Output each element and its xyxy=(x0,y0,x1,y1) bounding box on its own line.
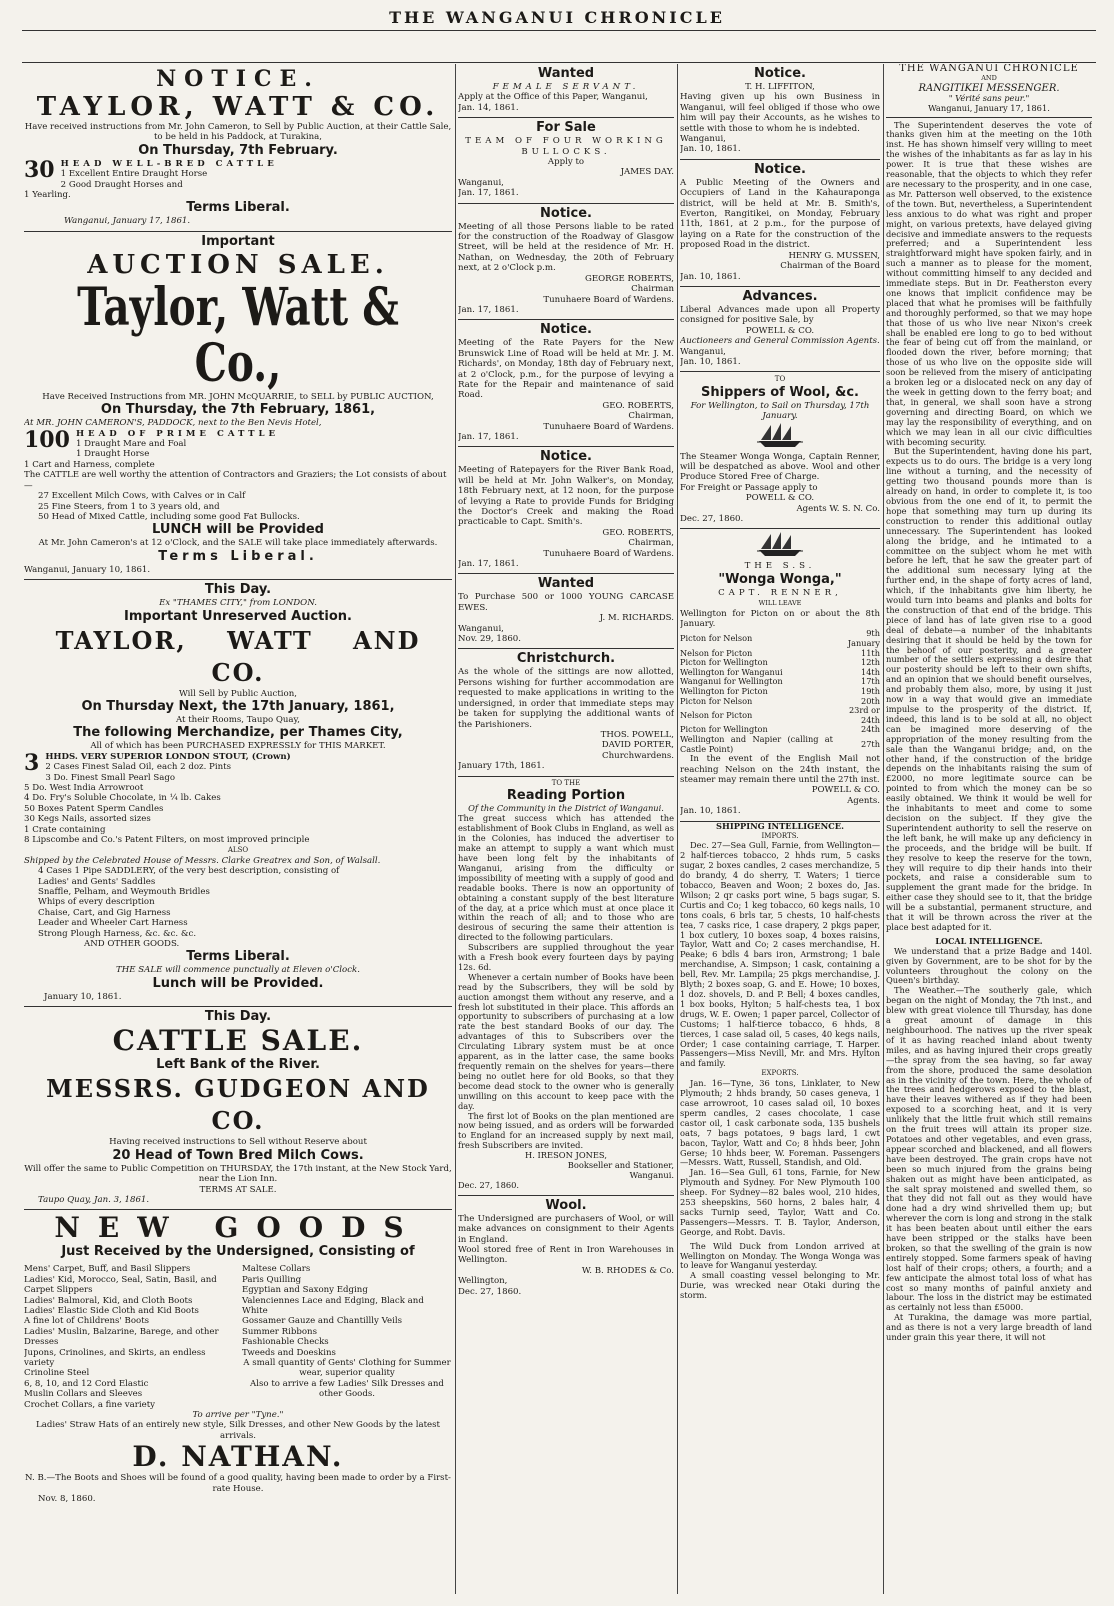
sailing-date: 20th xyxy=(861,695,880,706)
date-line: Wanganui, January 17, 1861. xyxy=(64,216,191,227)
paragraph: The first lot of Books on the plan mentioned are now being issued, and as orders will be forwarded to England for an increased supply by next mail, fresh Subscribers are invited. xyxy=(458,1110,674,1151)
item: 1 Cart and Harness, complete xyxy=(24,459,155,470)
arrive-note: To arrive per "Tyne." xyxy=(192,1410,284,1420)
signature: H. IRESON JONES, xyxy=(525,1150,607,1161)
route: Picton for Nelson xyxy=(680,633,753,644)
item: Ladies' Balmoral, Kid, and Cloth Boots xyxy=(24,1295,193,1306)
sale-intro: Having received instructions to Sell without Reserve about xyxy=(109,1137,367,1148)
role: Chairman, xyxy=(628,538,674,549)
wonga-wonga-schedule xyxy=(680,529,880,821)
date-line: Dec. 27, 1860. xyxy=(458,1286,522,1297)
date-line: Jan. 10, 1861. xyxy=(680,356,741,367)
signature: GEO. ROBERTS, xyxy=(602,527,674,538)
wool-notice xyxy=(458,1196,674,1301)
signature: POWELL & CO. xyxy=(811,785,880,796)
route: Nelson for Picton xyxy=(680,709,753,720)
bank-line: Left Bank of the River. xyxy=(156,1057,320,1073)
notice-kahauraponga xyxy=(680,160,880,287)
column-2 xyxy=(458,64,674,1594)
place-line: Wanganui, xyxy=(680,134,726,145)
local-intelligence-heading: LOCAL INTELLIGENCE. xyxy=(935,935,1043,946)
item: Jupons, Crinolines, and Skirts, an endless variety xyxy=(24,1347,206,1368)
new-goods-sub: Just Received by the Undersigned, Consisting of xyxy=(61,1244,415,1260)
item: Maltese Collars xyxy=(242,1264,311,1275)
lot: 27 Excellent Milch Cows, with Calves or in Calf xyxy=(38,491,246,502)
role: Auctioneers and General Commission Agents. xyxy=(680,336,880,347)
notice-heading: NOTICE. xyxy=(156,66,320,92)
sailing-date: 17th xyxy=(861,676,880,687)
date-line: January 10, 1861. xyxy=(44,991,122,1002)
board: Tunuhaere Board of Wardens. xyxy=(543,421,674,432)
editorial-sub: RANGITIKEI MESSENGER. xyxy=(918,82,1060,94)
apply-label: Apply to xyxy=(547,157,585,168)
notice-intro: Have received instructions from Mr. John Cameron, to Sell by Public Auction, at their Cattle Sale, to be held in his Paddock, at Turakina, xyxy=(24,122,452,143)
terms: Terms Liberal. xyxy=(186,949,290,965)
signature: GEO. ROBERTS, xyxy=(602,400,674,411)
masthead-rule-top xyxy=(22,30,1096,31)
christchurch-heading: Christchurch. xyxy=(516,651,616,667)
sailing-date: 19th xyxy=(861,686,880,696)
cattle-head: HEAD WELL-BRED CATTLE xyxy=(60,158,278,169)
sailing-date: 27th xyxy=(861,738,880,749)
notice-heading: Notice. xyxy=(540,205,592,221)
paragraph: Whenever a certain number of Books have been read by the Subscribers, they will be sold by auction amongst them without any reserve, and a fresh lot substituted in their place. This affords an opportunity to subscribers of purchasing at a low rate the best standard Books of our day. The advantages of this to Subscribers over the Circulating Library system must be at once apparent, as in the latter case, the same books frequently remain on the shelves for years—there being no outlet here for old Books, so that they become dead stock to the owner who is generally unwilling on this account to keep pace with the day. xyxy=(458,971,674,1111)
lot: 25 Fine Steers, from 1 to 3 years old, and xyxy=(38,501,220,512)
date-line: Jan. 14, 1861. xyxy=(458,102,519,113)
ad-text: Meeting of all those Persons liable to be rated for the construction of the Roadway of Glasgow Street, will be held at the residence of Mr. H. Nathan, on Wednesday, the 20th of February next, at 2 o'Clock p.m. xyxy=(458,221,674,274)
to-label: TO xyxy=(774,375,786,384)
auction-sub: Important Unreserved Auction. xyxy=(124,608,352,624)
firm-name-large: Taylor, Watt & Co., xyxy=(77,276,399,394)
reading-sub: Of the Community in the District of Wanganui. xyxy=(468,803,664,814)
notice-heading: Notice. xyxy=(540,322,592,338)
straw-hats: Ladies' Straw Hats of an entirely new style, Silk Dresses, and other New Goods by the latest arrivals. xyxy=(36,1420,440,1441)
motto: " Vérité sans peur." xyxy=(948,92,1030,103)
route: Wellington and Napier (calling at Castle Point) xyxy=(680,733,833,754)
place-line: Wellington, xyxy=(458,1276,508,1287)
date-line: January 17th, 1861. xyxy=(458,761,545,772)
signature: DAVID PORTER, xyxy=(601,740,674,751)
wanted-title: FEMALE SERVANT. xyxy=(492,82,640,92)
signature: W. B. RHODES & Co. xyxy=(581,1265,674,1276)
paragraph: The Superintendent deserves the vote of thanks given him at the meeting on the 10th inst. He has shown himself very willing to meet the wishes of the inhabitants as far as lay in his power. It is true that these wishes are reasonable, that the objects to which they refer are necessary to the prosperity, and in one case, as Mr. Patterson well observed, to the existence of the town. But, nevertheless, a Superintendent less anxious to do what was right and proper might, on various pretexts, have delayed giving decisive and immediate answers to the requests preferred; and a Superintendent less straightforward might have spoken fairly, and in such a manner as to please for the moment, without committing himself to any decided and immediate steps. But in Dr. Featherston every one knows that implicit confidence may be placed that what he promises will be faithfully and thoroughly performed, so that we may hope that those of us who live near Nixon's creek shall be enabled ere long to go to bed without the fear of being cut off from the mainland, or flooded down the river, before morning; that those of us who live on the opposite side will soon be relieved from the misery of anticipating a broken leg or a dislocated neck on any day of the week in getting down to the ferry boat; and that, in general, we shall soon have a strong governing and directing Board, on which we may lay the responsibility of everything, and on which we may lean in all our civic difficulties with becoming security. xyxy=(886,119,1092,447)
date-line: Dec. 27, 1860. xyxy=(680,514,744,524)
signature: HENRY G. MUSSEN, xyxy=(788,250,880,261)
signature: THOS. POWELL, xyxy=(600,729,674,740)
terms: TERMS AT SALE. xyxy=(199,1184,277,1195)
important-label: Important xyxy=(201,233,275,249)
notice-heading: Notice. xyxy=(754,66,806,81)
paragraph: But the Superintendent, having done his part, expects us to do ours. The bridge is a very long line without a turning, and the necessity of getting two thousand pounds more than is already on hand, in order to complete it, is too obvious from the one end of it, to permit the hope that something may turn up during its construction to render this additional outlay unnecessary. The Superintendent has looked along the bridge, and he intimated to a committee on the subject whom he met with before he left, that he saw the greater part of the additional sum necessary lying at the further end, in the shape of forty acres of land, which, if the inhabitants give him liberty, he would turn into beams and planks and bolts for the construction of that end of the bridge. This piece of land has of late given rise to a good deal of debate—a number of the inhabitants desiring that it should be held by the town for the behoof of our posterity, and a greater number of the settlers expressing a desire that our posterity should be left to their own shifts, and an opinion that we should benefit ourselves, and probably them also, more, by using it just now in a way that would give an immediate impulse to the prosperity of the district. If, indeed, this land is to be sold at all, no object can be imagined more deserving of the appropriation of the money resulting from the sale than the Wanganui bridge; and, on the other hand, if the construction of the bridge depends on the inhabitants raising the sum of £2000, no more legitimate source can be pointed to from which the money can be so easily obtained. We think it would be well for the inhabitants to meet and come to some decision on the subject. If they give the Superintendent authority to sell the reserve on the left bank, he will make up any deficiency in the proceeds, and the bridge will be built. If they resolve to keep the reserve for the town, they will require to dip their hands into their pockets, and raise a considerable sum to supplement the grant made for the bridge. In either case they should see to it, that the bridge will be a substantial, permanent structure, and that it will be thrown across the river at the place best adapted for it. xyxy=(886,446,1092,932)
date-line: Jan. 10, 1861. xyxy=(680,144,741,155)
sale-place: At MR. JOHN CAMERON'S, PADDOCK, next to the Ben Nevis Hotel, xyxy=(24,418,322,429)
signature: J. M. RICHARDS. xyxy=(599,613,674,624)
item: Gossamer Gauze and Chantillly Veils xyxy=(242,1316,403,1327)
ad-text: Apply at the Office of this Paper, Wanganui, xyxy=(458,92,648,103)
terms: Terms Liberal. xyxy=(158,548,318,564)
column-rule xyxy=(677,64,678,1594)
this-day-auction xyxy=(24,580,452,1007)
saddlery: 4 Cases 1 Pipe SADDLERY, of the very best description, consisting of xyxy=(38,866,340,877)
sailing-date: 9th January xyxy=(847,628,880,649)
wanted-heading: Wanted xyxy=(537,66,595,81)
for-sale-bullocks xyxy=(458,118,674,203)
masthead: THE WANGANUI CHRONICLE xyxy=(389,8,725,27)
sailing-date: 11th xyxy=(861,647,880,658)
route: Picton for Nelson xyxy=(680,695,753,706)
item: 8 Lipscombe and Co.'s Patent Filters, on most improved principle xyxy=(24,835,310,845)
signature: POWELL & CO. xyxy=(745,325,815,336)
place-line: Wanganui. xyxy=(629,1169,674,1180)
will-sell: Will Sell by Public Auction, xyxy=(178,688,297,699)
reading-heading: Reading Portion xyxy=(506,788,626,804)
to-the: TO THE xyxy=(551,778,581,787)
item: Whips of every description xyxy=(38,897,155,908)
signature: POWELL & CO. xyxy=(745,493,815,504)
lunch-note: At Mr. John Cameron's at 12 o'Clock, and the SALE will take place immediately afterwards. xyxy=(38,538,438,549)
date-line: Taupo Quay, Jan. 3, 1861. xyxy=(38,1194,150,1205)
ad-text: Wool stored free of Rent in Iron Warehouses in Wellington. xyxy=(458,1245,674,1266)
item: Ladies' Muslin, Balzarine, Barege, and other Dresses xyxy=(24,1326,219,1348)
item: Crinoline Steel xyxy=(24,1368,90,1379)
item: Tweeds and Doeskins xyxy=(242,1347,336,1358)
signature: T. H. LIFFITON, xyxy=(745,82,815,92)
imports-label: IMPORTS. xyxy=(761,831,799,840)
shippers-heading: Shippers of Wool, &c. xyxy=(701,384,859,400)
item: Ladies' Kid, Morocco, Seal, Satin, Basil, and Carpet Slippers xyxy=(24,1274,217,1296)
paragraph: A small coasting vessel belonging to Mr. Durie, was wrecked near Otaki during the storm. xyxy=(680,1270,880,1301)
freight-line: For Freight or Passage apply to xyxy=(680,482,818,493)
sailing-date: 24th xyxy=(861,724,880,735)
board: Tunuhaere Board of Wardens. xyxy=(543,548,674,559)
sailing-date: 14th xyxy=(861,666,880,677)
item: Mens' Carpet, Buff, and Basil Slippers xyxy=(24,1264,191,1275)
this-day-heading: This Day. xyxy=(204,582,272,598)
item: 1 Draught Horse xyxy=(75,449,150,460)
cattle-sale-title: CATTLE SALE. xyxy=(112,1024,364,1058)
item: Fashionable Checks xyxy=(242,1337,329,1348)
item: 1 Excellent Entire Draught Horse xyxy=(60,169,208,180)
paragraph: Subscribers are supplied throughout the year with a Fresh book every fourteen days by paying 12s. 6d. xyxy=(458,942,674,972)
ss-label: THE S.S. xyxy=(744,561,816,572)
wool-heading: Wool. xyxy=(545,1197,587,1213)
column-1 xyxy=(24,64,452,1594)
other-goods: AND OTHER GOODS. xyxy=(84,939,180,950)
date-line: Nov. 8, 1860. xyxy=(38,1494,96,1505)
item: 6, 8, 10, and 12 Cord Elastic xyxy=(24,1378,149,1389)
place-line: Wanganui, xyxy=(680,346,726,357)
hhds-count: 3 xyxy=(24,751,40,776)
item: A small quantity of Gents' Clothing for Summer wear, superior quality xyxy=(243,1357,451,1379)
item: 5 Do. West India Arrowroot xyxy=(24,782,144,793)
item: Leader and Wheeler Cart Harness xyxy=(38,918,188,929)
and-label: AND xyxy=(981,73,997,82)
mail-note: In the event of the English Mail not reaching Nelson on the 24th instant, the steamer may remain there until the 27th inst. xyxy=(680,754,880,785)
item: 30 Kegs Nails, assorted sizes xyxy=(24,814,151,825)
wanted-ewes xyxy=(458,574,674,649)
board: Tunuhaere Board of Wardens. xyxy=(543,294,674,305)
item: 2 Good Draught Horses and xyxy=(60,179,183,190)
table-row xyxy=(680,735,880,754)
table-row xyxy=(680,629,880,648)
item: A fine lot of Childrens' Boots xyxy=(24,1316,150,1327)
lot: 50 Head of Mixed Cattle, including some good Fat Bullocks. xyxy=(38,511,300,522)
imports-text: Dec. 27—Sea Gull, Farnie, from Wellington—2 half-tierces tobacco, 2 hhds rum, 5 casks sugar, 2 boxes candles, 2 cases merchandize, 5 do brandy, 4 do sherry, T. Waters; 1 tierce tobacco, Beaven and Woon; 2 boxes do, Jas. Wilson; 2 qr casks port wine, 5 bags sugar, S. Curtis and Co; 1 keg tobacco, 60 kegs nails, 10 tons coals, 6 brls tar, 5 chests, 10 half-chests tea, 7 casks rice, 1 case drapery, 2 pkgs paper, 1 box cutlery, 10 boxes soap, 4 boxes raisins, Taylor, Watt and Co; 2 cases merchandise, H. Peake; 6 bdls 4 bars iron, Armstrong; 1 bale merchandise, A. Simpson; 1 cask, containing a bell, Rev. Mr. Lampila; 25 pkgs merchandise, J. Blyth; 2 boxes soap, G. and E. Howe; 10 boxes, 1 doz. shovels, D. and P. Bell; 4 boxes candles, 1 box books, Hylton; 5 half-chests tea, 1 box drugs, W. E. Owen; 1 paper parcel, Collector of Customs; 1 half-tierce tobacco, 6 hhds, 8 tierces, 1 case salad oil, 5 cases, 40 kegs nails, Order; 1 case containing carriage, T. Harper. Passengers—Miss Nevill, Mr. and Mrs. Hylton and family. xyxy=(680,840,880,1069)
ad-text: The Undersigned are purchasers of Wool, or will make advances on consignment to their Agents in England. xyxy=(458,1213,674,1245)
date-line: Jan. 17, 1861. xyxy=(458,188,519,199)
offer-text: Will offer the same to Public Competition on THURSDAY, the 17th instant, at the New Stock Yard, near the Lion Inn. xyxy=(24,1163,452,1185)
this-day-heading: This Day. xyxy=(204,1009,272,1025)
for-sale-heading: For Sale xyxy=(536,120,596,136)
auction-title: AUCTION SALE. xyxy=(87,249,389,280)
notice-date: On Thursday, 7th February. xyxy=(138,142,338,158)
editorial-title: THE WANGANUI CHRONICLE xyxy=(899,64,1079,74)
date-line: Jan. 10, 1861. xyxy=(680,806,741,817)
item: 3 Do. Finest Small Pearl Sago xyxy=(45,772,176,783)
sailing-date: 23rd or 24th xyxy=(848,705,880,725)
ad-text: A Public Meeting of the Owners and Occupiers of Land in the Kahauraponga district, will be held at Mr. B. Smith's, Everton, Rangitikei, on Monday, February 11th, 1861, at 2 p.m., for the purpose of laying on a Rate for the construction of the proposed Road in the district. xyxy=(680,177,880,251)
route: Picton for Wellington xyxy=(680,724,768,735)
route: Nelson for Picton xyxy=(680,647,753,658)
item: 1 Draught Mare and Foal xyxy=(75,439,187,450)
firm-name: MESSRS. GUDGEON AND CO. xyxy=(46,1074,430,1136)
paragraph: At Turakina, the damage was more partial, and as there is not a very large breadth of land under grain this year there, it will not xyxy=(886,1312,1092,1343)
role: Chairman of the Board xyxy=(780,261,880,272)
commence-note: THE SALE will commence punctually at Eleven o'Clock. xyxy=(116,965,360,976)
notice-river-bank-road xyxy=(458,447,674,574)
notice-taylor-watt xyxy=(24,64,452,232)
item: Summer Ribbons xyxy=(242,1326,317,1337)
wonga-wonga-heading: "Wonga Wonga," xyxy=(718,571,842,587)
place-line: Wanganui, xyxy=(458,623,504,634)
merchandize-title: The following Merchandize, per Thames City, xyxy=(73,725,403,741)
lunch-note-heading: Lunch will be Provided. xyxy=(152,975,324,991)
new-goods-title: NEW GOODS xyxy=(54,1211,422,1245)
item: Paris Quilling xyxy=(242,1274,302,1285)
exports-text: Jan. 16—Tyne, 36 tons, Linklater, to New Plymouth; 2 hhds brandy, 50 cases geneva, 1 case arrowroot, 10 cases salad oil, 10 boxes sperm candles, 2 cases chocolate, 1 case castor oil, 1 cask carbonate soda, 135 bushels oats, 7 bags potatoes, 9 bags lard, 1 cwt bacon, Taylor, Watt and Co; 8 hhds beer, John Gerse; 10 hhds beer, W. Foreman. Passengers—Messrs. Watt, Russell, Standish, and Old. xyxy=(680,1078,880,1168)
item: 50 Boxes Patent Sperm Candles xyxy=(24,803,164,814)
for-sale-title: TEAM OF FOUR WORKING BULLOCKS. xyxy=(465,136,667,157)
purchased-note: All of which has been PURCHASED EXPRESSLY for THIS MARKET. xyxy=(90,741,386,752)
date-line: Jan. 17, 1861. xyxy=(458,559,519,570)
first-sailing: Wellington for Picton on or about the 8th January. xyxy=(680,608,880,630)
item: 4 Do. Fry's Soluble Chocolate, in ¼ lb. Cakes xyxy=(24,793,221,804)
terms: Terms Liberal. xyxy=(186,200,290,216)
ad-text: Liberal Advances made upon all Property consigned for positive Sale, by xyxy=(680,304,880,326)
table-row xyxy=(680,706,880,725)
cattle-sale xyxy=(24,1007,452,1210)
sale-date: On Thursday Next, the 17th January, 1861, xyxy=(81,698,395,714)
role: Churchwardens. xyxy=(602,750,674,761)
item: Ladies' and Gents' Saddles xyxy=(38,876,156,887)
date-line: Jan. 10, 1861. xyxy=(680,271,741,282)
notice-heading: Notice. xyxy=(540,449,592,465)
sailing-schedule xyxy=(680,629,880,754)
item: Valenciennes Lace and Edging, Black and White xyxy=(242,1295,424,1316)
editorial-date: Wanganui, January 17, 1861. xyxy=(886,104,1092,118)
goods-list-right xyxy=(242,1264,452,1410)
item: Chaise, Cart, and Gig Harness xyxy=(38,907,171,918)
route: Picton for Wellington xyxy=(680,657,768,668)
paragraph: We understand that a prize Badge and 140l. given by Government, are to be shot for by the volunteers throughout the colony on the Queen's birthday. xyxy=(886,945,1092,986)
also-label: ALSO xyxy=(227,846,249,855)
masthead-rule-bottom xyxy=(22,62,1096,63)
item: 2 Cases Finest Salad Oil, each 2 doz. Pints xyxy=(45,762,231,773)
new-goods xyxy=(24,1210,452,1508)
lunch-note-heading: LUNCH will be Provided xyxy=(152,522,324,538)
column-3 xyxy=(680,64,880,1594)
item: 1 Crate containing xyxy=(24,824,106,835)
ad-text: As the whole of the sittings are now allotted, Persons wishing for further accommodation are requested to make applications in writing to the undersigned, in order that immediate steps may be taken for supplying the additional wants of the Parishioners. xyxy=(458,667,674,730)
shipping-intelligence xyxy=(680,822,880,1302)
column-4-editorial xyxy=(886,64,1092,1594)
wanted-heading: Wanted xyxy=(537,576,595,592)
role: Chairman xyxy=(631,284,674,295)
ad-text: Having given up his own Business in Wanganui, will feel obliged if those who owe him will pay their Accounts, as he wishes to settle with those to whom he is indebted. xyxy=(680,92,880,134)
paragraph: The Weather.—The southerly gale, which began on the night of Monday, the 7th inst., and blew with great violence till Thursday, has done a great amount of damage in this neighbourhood. The natives up the river speak of it as having reached inland about twenty miles, and as having injured their crops greatly—the spray from the sea having, so far away from the shore, produced the same desolation as in the vicinity of the town. Here, the whole of the trees and hedgerows exposed to the blast, have their leaves withered as if they had been exposed to a scorching heat, and it is very unlikely that the little fruit which still remains on the fruit trees will attain its proper size. Potatoes and other vegetables, and even grass, appear scorched and blackened, and all flowers have been destroyed. The grain crops have not been so much injured from the grains being shaken out as might have been anticipated, as the salt spray moistened and swelled them, so that they did not fall out as they would have done had a dry wind shrivelled them up; but wherever the corn is long and strong in the stalk it has been beaten about until either the ears have been stripped or the stalks have been broken, so that the swelling of the grain is now entirely stopped. Some farmers speak of having lost half of their crops; others, a fourth; and a few anticipate the almost total loss of what has cost so many months of painful anxiety and labour. The loss in the district may be estimated as certainly not less than £5000. xyxy=(886,985,1092,1313)
date-line: Wanganui, January 10, 1861. xyxy=(24,564,151,575)
rooms: At their Rooms, Taupo Quay, xyxy=(175,714,301,725)
firm-name: TAYLOR, WATT AND CO. xyxy=(55,625,421,687)
route: Wanganui for Wellington xyxy=(680,676,783,687)
item: Crochet Collars, a fine variety xyxy=(24,1399,155,1410)
reading-portion xyxy=(458,777,674,1196)
advances-notice xyxy=(680,287,880,372)
goods-list-left xyxy=(24,1264,234,1410)
date-line: Jan. 17, 1861. xyxy=(458,431,519,442)
ad-text: Meeting of the Rate Payers for the New Brunswick Line of Road will be held at Mr. J. M. Richards', on Monday, 18th day of February next, at 2 o'Clock, p.m., for the purpose of levying a Rate for the Repair and maintenance of said Road. xyxy=(458,338,674,401)
exports-label: EXPORTS. xyxy=(761,1069,799,1078)
shippers-of-wool xyxy=(680,372,880,529)
sailing-ship-icon xyxy=(680,531,880,561)
auction-sale xyxy=(24,232,452,580)
shipped-by: Shipped by the Celebrated House of Messrs. Clarke Greatrex and Son, of Walsall. xyxy=(24,855,381,866)
item: Strong Plough Harness, &c. &c. &c. xyxy=(38,928,197,939)
route: Wellington for Picton xyxy=(680,686,768,696)
ad-text: Meeting of Ratepayers for the River Bank Road, will be held at Mr. John Walker's, on Monday, 18th February next, at 12 noon, for the purpose of levying a Rate to provide Funds for Bridging the Doctor's Creek and making the Road practicable to Capt. Smith's. xyxy=(458,465,674,528)
sale-intro: Have Received Instructions from MR. JOHN McQUARRIE, to SELL by PUBLIC AUCTION, xyxy=(42,391,434,402)
christchurch-notice xyxy=(458,649,674,776)
notice-liffiton xyxy=(680,64,880,160)
cattle-count: 30 xyxy=(24,158,55,183)
item: Egyptian and Saxony Edging xyxy=(242,1285,368,1296)
cows-head: 20 Head of Town Bred Milch Cows. xyxy=(112,1147,364,1163)
item: Also to arrive a few Ladies' Silk Dresses and other Goods. xyxy=(250,1378,444,1400)
cattle-count: 100 xyxy=(24,428,70,453)
signature: JAMES DAY. xyxy=(620,167,674,178)
wanted-servant xyxy=(458,64,674,118)
notice-glasgow-street xyxy=(458,204,674,321)
date-line: Jan. 17, 1861. xyxy=(458,304,519,315)
role: Agents W. S. N. Co. xyxy=(796,503,880,514)
notice-heading: Notice. xyxy=(754,161,806,177)
item: Snaffle, Pelham, and Weymouth Bridles xyxy=(38,887,210,898)
ad-text: The Steamer Wonga Wonga, Captain Renner, will be despatched as above. Wool and other Produce Stored Free of Charge. xyxy=(680,451,880,483)
item: Muslin Collars and Sleeves xyxy=(24,1389,143,1400)
role: Bookseller and Stationer, xyxy=(567,1160,674,1171)
signature: GEORGE ROBERTS, xyxy=(585,273,674,284)
ad-text: To Purchase 500 or 1000 YOUNG CARCASE EWES. xyxy=(458,592,674,613)
merchant-name: D. NATHAN. xyxy=(132,1440,344,1474)
shipping-heading: SHIPPING INTELLIGENCE. xyxy=(716,820,844,831)
exports-text: Jan. 16—Sea Gull, 61 tons, Farnie, for New Plymouth and Sydney. For New Plymouth 100 sheep. For Sydney—82 bales wool, 210 hides, 253 sheepskins, 560 horns, 2 bales hair, 4 sacks Turnip seed, Taylor, Watt and Co. Passengers—Messrs. T. B. Taylor, Anderson, George, and Robt. Davis. xyxy=(680,1167,880,1237)
paragraph: The great success which has attended the establishment of Book Clubs in England, as well as in the Colonies, has induced the advertiser to make an attempt to supply a want which must have been long felt by the inhabitants of Wanganui, arising from the difficulty or impossibility of meeting with a supply of good and readable books. There is now an opportunity of obtaining a constant supply of the best literature of the day, at a price which must at once place it within the reach of all; and to those who are desirous of securing the same their attention is directed to the following particulars. xyxy=(458,813,674,943)
date-line: Dec. 27, 1860. xyxy=(458,1179,520,1190)
route: Wellington for Wanganui xyxy=(680,666,783,677)
captain: CAPT. RENNER, xyxy=(718,587,842,598)
cattle-note: The CATTLE are well worthy the attention of Contractors and Graziers; the Lot consists of about— xyxy=(24,470,447,491)
firm-name: TAYLOR, WATT & CO. xyxy=(36,92,440,122)
column-rule xyxy=(455,64,456,1594)
sail-note: For Wellington, to Sail on Thursday, 17th January. xyxy=(690,400,870,422)
notice-brunswick-road xyxy=(458,320,674,447)
sailing-date: 12th xyxy=(861,657,880,668)
cattle-head: HEAD OF PRIME CATTLE xyxy=(75,428,280,439)
stout-line: HHDS. VERY SUPERIOR LONDON STOUT, (Crown) xyxy=(45,751,291,762)
advances-heading: Advances. xyxy=(742,288,818,304)
item: Ladies' Elastic Side Cloth and Kid Boots xyxy=(24,1305,199,1316)
role: Agents. xyxy=(847,795,880,806)
sale-date: On Thursday, the 7th February, 1861, xyxy=(100,402,376,418)
column-rule xyxy=(883,64,884,1594)
date-line: Nov. 29, 1860. xyxy=(458,634,521,645)
role: Chairman, xyxy=(628,411,674,422)
ship-source: Ex "THAMES CITY," from LONDON. xyxy=(159,598,317,609)
nb-note: N. B.—The Boots and Shoes will be found of a good quality, having been made to order by a First-rate House. xyxy=(25,1473,451,1494)
paragraph: The Wild Duck from London arrived at Wellington on Monday. The Wonga Wonga was to leave for Wanganui yesterday. xyxy=(680,1240,880,1271)
place-line: Wanganui, xyxy=(458,177,504,188)
item: 1 Yearling. xyxy=(24,190,71,201)
sailing-ship-icon xyxy=(680,422,880,452)
will-leave: WILL LEAVE xyxy=(758,599,802,608)
